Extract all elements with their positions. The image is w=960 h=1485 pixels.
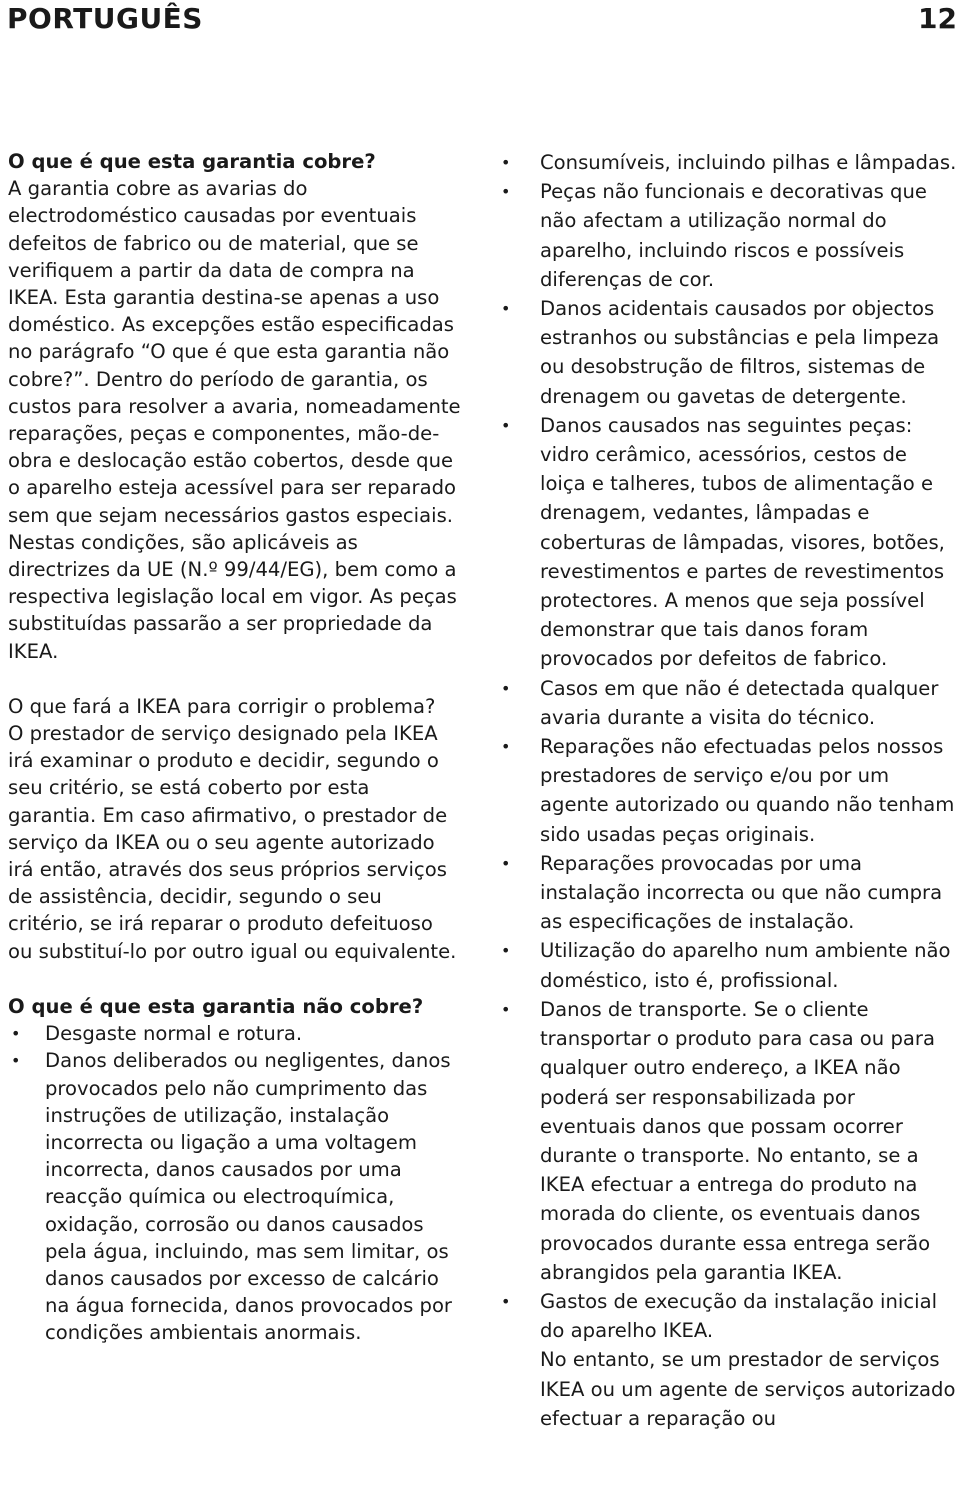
list-item-text: Casos em que não é detectada qualquer avaria durante a visita do técnico. bbox=[540, 676, 939, 729]
list-item bbox=[497, 995, 957, 1287]
bullet-icon: • bbox=[501, 415, 511, 435]
list-item-text: Utilização do aparelho num ambiente não doméstico, isto é, profissional. bbox=[540, 939, 951, 992]
list-item-text: Desgaste normal e rotura. bbox=[45, 1022, 303, 1046]
continuation-text: No entanto, se um prestador de serviços IKEA ou um agente de serviços autorizado efectuar a reparação ou bbox=[540, 1348, 956, 1430]
list-item-text: Danos acidentais causados por objectos estranhos ou substâncias e pela limpeza ou desobstrução de filtros, sistemas de drenagem ou gavetas de detergente. bbox=[540, 297, 940, 408]
bullet-icon: • bbox=[11, 1024, 21, 1044]
list-item bbox=[497, 732, 957, 849]
not-covers-heading: O que é que esta garantia não cobre? bbox=[8, 994, 424, 1018]
list-item-text: Peças não funcionais e decorativas que não afectam a utilização normal do aparelho, incluindo riscos e possíveis diferenças de cor. bbox=[540, 180, 927, 291]
bullet-icon: • bbox=[501, 999, 511, 1019]
bullet-icon: • bbox=[501, 678, 511, 698]
list-item bbox=[8, 1020, 463, 1047]
list-item-text: Reparações provocadas por uma instalação incorrecta ou que não cumpra as especificações de instalação. bbox=[540, 851, 943, 934]
bullet-icon: • bbox=[11, 1051, 21, 1071]
bullet-icon: • bbox=[501, 153, 511, 172]
bullet-icon: • bbox=[501, 853, 511, 873]
page-header bbox=[0, 0, 960, 44]
bullet-icon: • bbox=[501, 941, 511, 961]
list-item-text: Reparações não efectuadas pelos nossos prestadores de serviço e/ou por um agente autorizado ou quando não tenham sido usadas peças originais. bbox=[540, 735, 955, 846]
left-column bbox=[8, 148, 463, 1347]
fix-paragraph: O prestador de serviço designado pela IKEA irá examinar o produto e decidir, segundo o seu critério, se está coberto por esta garantia. Em caso afirmativo, o prestador de serviço da IKEA ou o seu agente autorizado irá então, através dos seus próprios serviços de assistência, decidir, segundo o seu critério, se irá reparar o produto defeituoso ou substituí-lo por outro igual ou equivalente. bbox=[8, 722, 457, 963]
list-item bbox=[497, 148, 957, 177]
list-item bbox=[497, 294, 957, 411]
right-column bbox=[497, 148, 957, 1433]
language-title: PORTUGUÊS bbox=[7, 2, 203, 35]
list-item-text: Danos causados nas seguintes peças: vidro cerâmico, acessórios, cestos de loiça e talheres, tubos de alimentação e drenagem, vedantes, lâmpadas e coberturas de lâmpadas, visores, botões, revestimentos e partes de revestimentos protectores. A menos que seja possível demonstrar que tais danos foram provocados por defeitos de fabrico. bbox=[540, 413, 945, 671]
bullet-icon: • bbox=[501, 299, 511, 319]
list-item-continuation bbox=[497, 1345, 957, 1433]
list-item bbox=[497, 936, 957, 994]
list-item bbox=[8, 1047, 463, 1346]
list-item-text: Gastos de execução da instalação inicial do aparelho IKEA. bbox=[540, 1289, 938, 1343]
list-item bbox=[497, 411, 957, 674]
list-item bbox=[497, 849, 957, 937]
list-item bbox=[497, 674, 957, 732]
list-item-text: Danos deliberados ou negligentes, danos provocados pelo não cumprimento das instruções de utilização, instalação incorrecta ou ligação a uma voltagem incorrecta, danos causados por uma reacção química ou electroquímica, oxidação, corrosão ou danos causados pela água, incluindo, mas sem limitar, os danos causados por excesso de calcário na água fornecida, danos provocados por condições ambientais anormais. bbox=[45, 1049, 452, 1345]
list-item-text: Consumíveis, incluindo pilhas e lâmpadas. bbox=[540, 151, 957, 174]
covers-heading: O que é que esta garantia cobre? bbox=[8, 150, 376, 173]
not-covers-list bbox=[8, 1020, 463, 1346]
bullet-icon: • bbox=[501, 1291, 511, 1311]
page-number: 12 bbox=[918, 2, 957, 35]
bullet-icon: • bbox=[501, 182, 511, 202]
bullet-icon: • bbox=[501, 737, 511, 757]
fix-heading: O que fará a IKEA para corrigir o problema? bbox=[8, 694, 436, 718]
covers-paragraph: A garantia cobre as avarias do electrodoméstico causadas por eventuais defeitos de fabrico ou de material, que se verifiquem a partir da data de compra na IKEA. Esta garantia destina-se apenas a uso doméstico. As excepções estão especificadas no parágrafo “O que é que esta garantia não cobre?”. Dentro do período de garantia, os custos para resolver a avaria, nomeadamente reparações, peças e componentes, mão-de-obra e deslocação estão cobertos, desde que o aparelho esteja acessível para ser reparado sem que sejam necessários gastos especiais. Nestas condições, são aplicáveis as directrizes da UE (N.º 99/44/EG), bem como a respectiva legislação local em vigor. As peças substituídas passarão a ser propriedade da IKEA. bbox=[8, 177, 461, 663]
exclusions-list bbox=[497, 148, 957, 1433]
list-item-text: Danos de transporte. Se o cliente transportar o produto para casa ou para qualquer outro endereço, a IKEA não poderá ser responsabilizada por eventuais danos que possam ocorrer durante o transporte. No entanto, se a IKEA efectuar a entrega do produto na morada do cliente, os eventuais danos provocados durante essa entrega serão abrangidos pela garantia IKEA. bbox=[540, 997, 935, 1284]
list-item bbox=[497, 1287, 957, 1345]
list-item bbox=[497, 177, 957, 294]
